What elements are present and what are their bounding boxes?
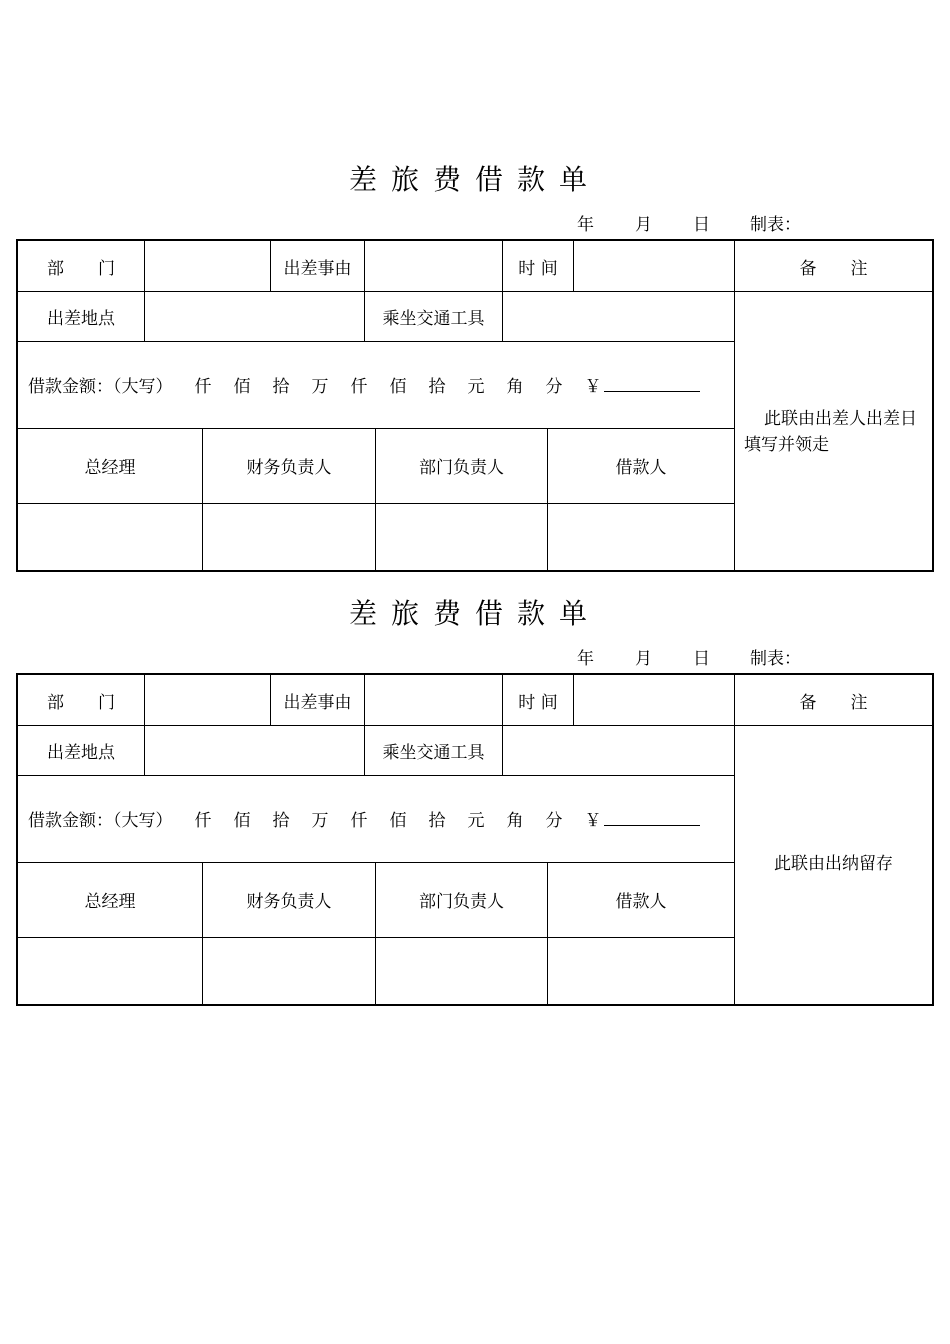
remark-label: 备 注 [799, 258, 868, 279]
dept-field[interactable] [145, 241, 270, 291]
maker-label: 制表： [750, 215, 801, 235]
reason-label: 出差事由 [283, 258, 352, 279]
dept-field[interactable] [145, 675, 270, 725]
transport-label: 乘坐交通工具 [382, 742, 485, 763]
reason-field[interactable] [365, 241, 502, 291]
maker-label: 制表： [750, 649, 801, 669]
unit-bai: 佰 [233, 377, 251, 397]
date-year-label: 年 [577, 649, 594, 669]
unit-wan: 万 [311, 377, 329, 397]
amount-figure-field[interactable] [604, 811, 700, 826]
time-field[interactable] [574, 241, 734, 291]
signature-field[interactable] [18, 938, 202, 1006]
unit-qian: 仟 [194, 811, 212, 831]
reason-field[interactable] [365, 675, 502, 725]
unit-bai: 佰 [233, 811, 251, 831]
form-2-title: 差旅费借款单 [348, 597, 601, 630]
signer-general-manager: 总经理 [84, 458, 136, 478]
remark-note: 此联由出差人出差日填写并领走 [744, 409, 917, 455]
dept-label: 部 门 [47, 258, 115, 279]
signature-field[interactable] [376, 504, 547, 572]
amount-label: 借款金额：（大写） [28, 377, 173, 397]
signer-dept-head: 部门负责人 [419, 892, 504, 912]
signature-field[interactable] [203, 938, 375, 1006]
signature-field[interactable] [376, 938, 547, 1006]
currency-symbol: ￥ [584, 811, 602, 831]
time-label: 时 间 [518, 258, 558, 279]
form-1-table [16, 239, 934, 572]
place-field[interactable] [145, 725, 364, 775]
date-month-label: 月 [635, 649, 652, 669]
dept-label: 部 门 [47, 692, 115, 713]
form-2-table [16, 673, 934, 1006]
unit-wan: 万 [311, 811, 329, 831]
signature-field[interactable] [18, 504, 202, 572]
unit-fen: 分 [545, 811, 563, 831]
unit-shi: 拾 [428, 377, 446, 397]
reason-label: 出差事由 [283, 692, 352, 713]
unit-bai: 佰 [389, 811, 407, 831]
form-1-date-line [0, 213, 950, 237]
amount-figure-field[interactable] [604, 377, 700, 392]
unit-shi: 拾 [272, 377, 290, 397]
form-2-date-line [0, 647, 950, 671]
place-label: 出差地点 [47, 742, 115, 763]
signer-dept-head: 部门负责人 [419, 458, 504, 478]
unit-qian: 仟 [194, 377, 212, 397]
unit-jiao: 角 [506, 377, 524, 397]
amount-row [28, 775, 700, 862]
signature-field[interactable] [548, 504, 734, 572]
transport-field[interactable] [503, 725, 734, 775]
unit-fen: 分 [545, 377, 563, 397]
unit-yuan: 元 [467, 377, 485, 397]
signature-field[interactable] [548, 938, 734, 1006]
place-field[interactable] [145, 291, 364, 341]
time-field[interactable] [574, 675, 734, 725]
date-year-label: 年 [577, 215, 594, 235]
time-label: 时 间 [518, 692, 558, 713]
unit-bai: 佰 [389, 377, 407, 397]
currency-symbol: ￥ [584, 377, 602, 397]
signature-field[interactable] [203, 504, 375, 572]
amount-label: 借款金额：（大写） [28, 811, 173, 831]
amount-row [28, 341, 700, 428]
signer-general-manager: 总经理 [84, 892, 136, 912]
unit-qian: 仟 [350, 377, 368, 397]
date-day-label: 日 [693, 649, 710, 669]
date-day-label: 日 [693, 215, 710, 235]
signer-borrower: 借款人 [615, 892, 667, 912]
form-1-title: 差旅费借款单 [348, 163, 601, 196]
place-label: 出差地点 [47, 308, 115, 329]
unit-yuan: 元 [467, 811, 485, 831]
signer-finance-head: 财务负责人 [246, 892, 332, 912]
transport-field[interactable] [503, 291, 734, 341]
unit-qian: 仟 [350, 811, 368, 831]
date-month-label: 月 [635, 215, 652, 235]
unit-shi: 拾 [428, 811, 446, 831]
remark-label: 备 注 [799, 692, 868, 713]
unit-jiao: 角 [506, 811, 524, 831]
signer-finance-head: 财务负责人 [246, 458, 332, 478]
remark-note: 此联由出纳留存 [774, 854, 893, 874]
transport-label: 乘坐交通工具 [382, 308, 485, 329]
signer-borrower: 借款人 [615, 458, 667, 478]
unit-shi: 拾 [272, 811, 290, 831]
